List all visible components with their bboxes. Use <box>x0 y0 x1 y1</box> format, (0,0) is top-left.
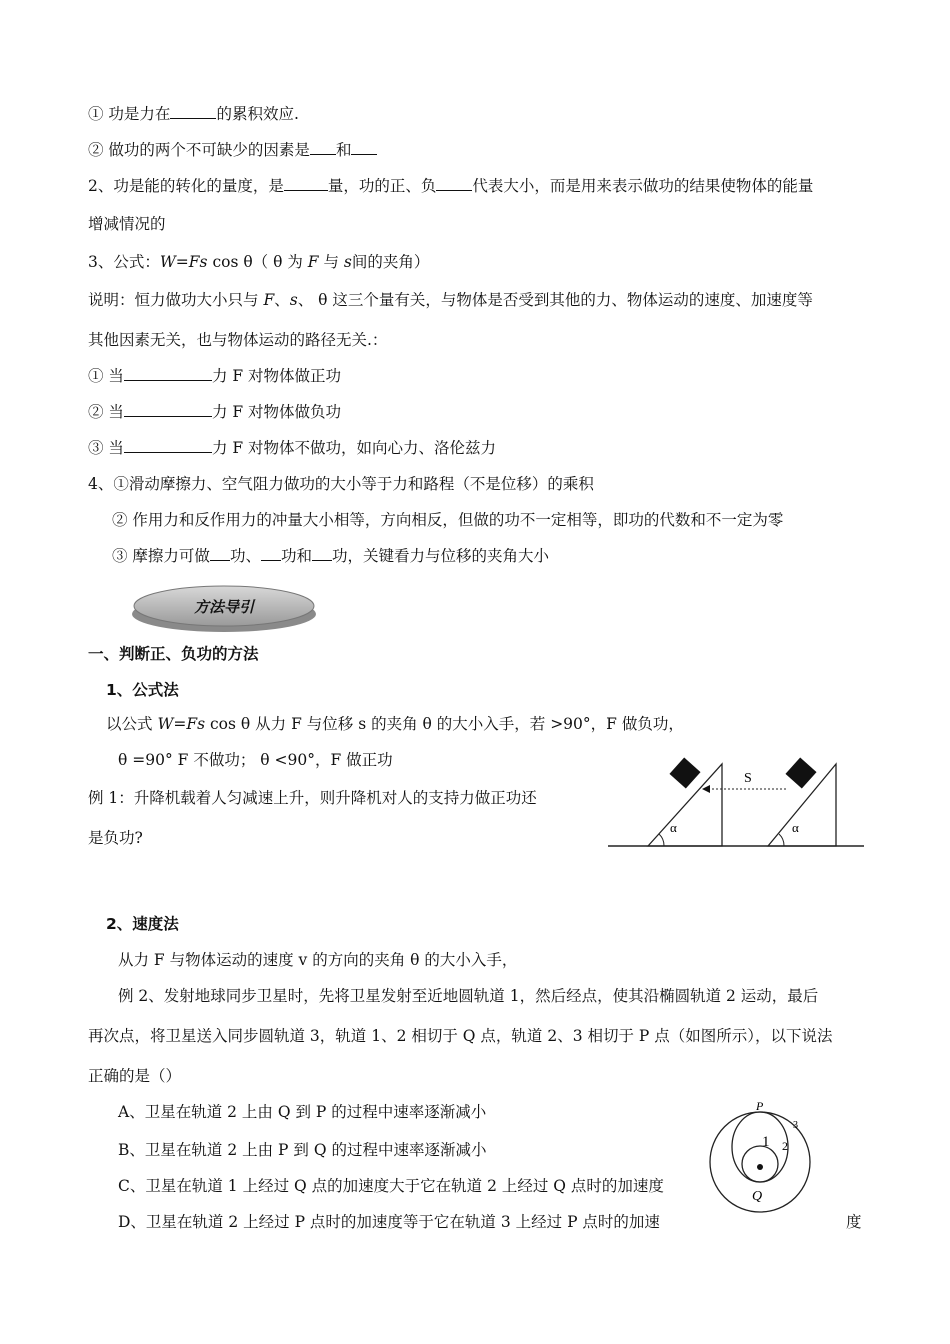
line-energy-measure: 2、功是能的转化的量度，是 量，功的正、负 代表大小，而是用来表示做功的结果使物体的能量 <box>88 177 814 195</box>
point-p-label: P <box>756 1099 764 1113</box>
displacement-label: S <box>744 771 752 786</box>
heading-methods: 一、判断正、负功的方法 <box>88 645 259 663</box>
line-energy-cont: 增减情况的 <box>88 215 166 233</box>
block-left <box>669 757 700 788</box>
orbit-1-label: 1 <box>762 1134 770 1150</box>
earth-dot <box>757 1164 763 1170</box>
badge-label: 方法导引 <box>193 598 255 616</box>
example-2-question-end: 正确的是（） <box>88 1067 182 1085</box>
orbit-3-label: 3 <box>793 1120 798 1131</box>
blank <box>170 104 216 119</box>
blank <box>124 438 212 453</box>
option-a: A、卫星在轨道 2 上由 Q 到 P 的过程中速率逐渐减小 <box>118 1103 487 1121</box>
condition-positive: ① 当 力 F 对物体做正功 <box>88 367 342 385</box>
angle-label-left: α <box>670 820 677 835</box>
blank <box>284 176 328 191</box>
blank <box>124 402 212 417</box>
line-explanation-cont: 其他因素无关，也与物体运动的路径无关.： <box>88 331 388 349</box>
line-work-definition: ① 功是力在 的累积效应. <box>88 105 299 123</box>
line-friction-3: ③ 摩擦力可做 功、 功和 功，关键看力与位移的夹角大小 <box>112 547 549 565</box>
point-q-label: Q <box>752 1189 763 1204</box>
blank <box>261 546 281 561</box>
blank <box>436 176 472 191</box>
heading-formula-method: 1、公式法 <box>106 681 179 699</box>
example-1-question-cont: 是负功? <box>88 829 143 847</box>
block-right <box>785 757 816 788</box>
option-d: D、卫星在轨道 2 上经过 P 点时的加速度等于它在轨道 3 上经过 P 点时的加速 <box>118 1213 660 1231</box>
example-1-question: 例 1：升降机载着人匀减速上升，则升降机对人的支持力做正功还 <box>88 789 537 807</box>
arrow-head-icon <box>702 785 710 793</box>
orbit-figure <box>700 1094 830 1216</box>
example-2-question: 例 2、发射地球同步卫星时，先将卫星发射至近地圆轨道 1，然后经点，使其沿椭圆轨道 2 运动，最后 <box>118 987 819 1005</box>
orbit-2-label: 2 <box>782 1139 788 1153</box>
option-c: C、卫星在轨道 1 上经过 Q 点的加速度大于它在轨道 2 上经过 Q 点时的加速度 <box>118 1177 664 1195</box>
line-formula-method-cont: θ =90° F 不做功； θ <90°，F 做正功 <box>118 751 393 769</box>
line-velocity-method: 从力 F 与物体运动的速度 v 的方向的夹角 θ 的大小入手， <box>118 951 518 969</box>
method-guide-badge <box>128 578 320 636</box>
line-explanation: 说明：恒力做功大小只与 F、s、 θ 这三个量有关，与物体是否受到其他的力、物体运动的速度、加速度等 <box>88 291 813 309</box>
line-formula-method: 以公式 W=Fs cos θ 从力 F 与位移 s 的夹角 θ 的大小入手，若 >90°，F 做负功， <box>106 715 684 733</box>
blank <box>351 140 377 155</box>
line-formula: 3、公式：W=Fs cos θ（ θ 为 F 与 s间的夹角） <box>88 253 430 271</box>
condition-negative: ② 当 力 F 对物体做负功 <box>88 403 342 421</box>
blank <box>124 366 212 381</box>
angle-label-right: α <box>792 820 799 835</box>
option-d-end: 度 <box>846 1213 862 1231</box>
option-b: B、卫星在轨道 2 上由 P 到 Q 的过程中速率逐渐减小 <box>118 1141 487 1159</box>
line-friction-1: 4、①滑动摩擦力、空气阻力做功的大小等于力和路程（不是位移）的乘积 <box>88 475 594 493</box>
example-2-question-cont: 再次点，将卫星送入同步圆轨道 3，轨道 1、2 相切于 Q 点，轨道 2、3 相切于 P 点（如图所示），以下说法 <box>88 1027 833 1045</box>
blank <box>210 546 230 561</box>
blank <box>312 546 332 561</box>
incline-figure <box>608 756 868 856</box>
orbit-2 <box>732 1112 788 1182</box>
heading-velocity-method: 2、速度法 <box>106 915 179 933</box>
line-friction-2: ② 作用力和反作用力的冲量大小相等，方向相反，但做的功不一定相等，即功的代数和不一定为零 <box>112 511 784 529</box>
blank <box>310 140 336 155</box>
line-work-factors: ② 做功的两个不可缺少的因素是 和 <box>88 140 377 160</box>
condition-zero: ③ 当 力 F 对物体不做功，如向心力、洛伦兹力 <box>88 439 497 457</box>
